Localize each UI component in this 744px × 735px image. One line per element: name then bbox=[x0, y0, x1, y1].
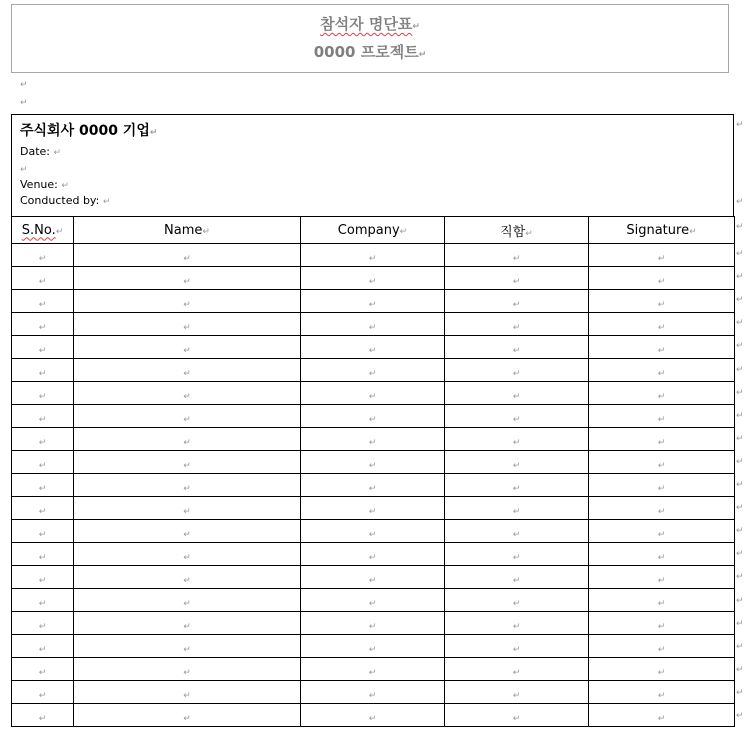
paragraph-mark: ↵ bbox=[736, 549, 744, 560]
table-cell[interactable] bbox=[589, 566, 735, 589]
column-header-label: Name bbox=[164, 222, 203, 238]
table-cell[interactable] bbox=[589, 589, 735, 612]
paragraph-mark: ↵ bbox=[38, 621, 47, 632]
table-cell[interactable] bbox=[12, 451, 74, 474]
paragraph-mark: ↵ bbox=[512, 552, 521, 563]
table-cell[interactable] bbox=[12, 543, 74, 566]
paragraph-mark: ↵ bbox=[512, 713, 521, 724]
table-cell[interactable] bbox=[74, 244, 301, 267]
paragraph-mark: ↵ bbox=[368, 460, 377, 471]
attendance-table bbox=[11, 216, 735, 727]
table-cell[interactable] bbox=[445, 428, 589, 451]
paragraph-mark: ↵ bbox=[736, 387, 744, 398]
table-header-row bbox=[12, 217, 735, 244]
paragraph-mark: ↵ bbox=[183, 598, 191, 609]
paragraph-mark: ↵ bbox=[736, 480, 744, 490]
table-cell[interactable] bbox=[301, 474, 445, 497]
table-cell[interactable] bbox=[301, 313, 445, 336]
paragraph-mark: ↵ bbox=[657, 299, 666, 310]
paragraph-mark: ↵ bbox=[183, 276, 191, 287]
blank-line bbox=[20, 162, 28, 175]
table-cell[interactable] bbox=[589, 681, 735, 704]
date-label: Date: bbox=[20, 145, 50, 158]
table-cell[interactable] bbox=[74, 612, 301, 635]
paragraph-mark: ↵ bbox=[38, 529, 47, 540]
table-cell[interactable] bbox=[74, 635, 301, 658]
table-cell[interactable] bbox=[589, 244, 735, 267]
paragraph-mark: ↵ bbox=[38, 414, 47, 425]
table-cell[interactable] bbox=[445, 359, 589, 382]
paragraph-mark: ↵ bbox=[657, 644, 666, 655]
table-cell[interactable] bbox=[12, 566, 74, 589]
paragraph-mark: ↵ bbox=[38, 598, 47, 609]
paragraph-mark: ↵ bbox=[736, 272, 744, 283]
paragraph-mark: ↵ bbox=[368, 621, 377, 632]
column-header-label: Signature bbox=[626, 222, 690, 238]
table-row bbox=[12, 474, 735, 497]
paragraph-mark: ↵ bbox=[368, 644, 377, 655]
paragraph-mark: ↵ bbox=[368, 506, 377, 517]
paragraph-mark: ↵ bbox=[657, 575, 666, 586]
paragraph-mark: ↵ bbox=[368, 414, 377, 425]
table-cell[interactable] bbox=[301, 244, 445, 267]
paragraph-mark: ↵ bbox=[183, 368, 191, 379]
conducted-label: Conducted by: bbox=[20, 194, 100, 207]
paragraph-mark: ↵ bbox=[736, 687, 744, 698]
column-header-company bbox=[301, 217, 445, 244]
table-row bbox=[12, 244, 735, 267]
paragraph-mark: ↵ bbox=[38, 506, 47, 517]
paragraph-mark: ↵ bbox=[368, 529, 377, 540]
paragraph-mark: ↵ bbox=[368, 552, 377, 563]
paragraph-mark: ↵ bbox=[183, 575, 191, 586]
paragraph-mark: ↵ bbox=[202, 226, 210, 237]
table-cell[interactable] bbox=[74, 290, 301, 313]
paragraph-mark: ↵ bbox=[736, 433, 744, 444]
table-cell[interactable] bbox=[589, 267, 735, 290]
paragraph-mark: ↵ bbox=[38, 322, 47, 333]
column-header-signature bbox=[589, 217, 735, 244]
paragraph-mark: ↵ bbox=[38, 460, 47, 471]
paragraph-mark: ↵ bbox=[20, 98, 28, 108]
paragraph-mark: ↵ bbox=[657, 414, 666, 425]
table-cell[interactable] bbox=[74, 704, 301, 727]
table-cell[interactable] bbox=[589, 543, 735, 566]
table-cell[interactable] bbox=[301, 566, 445, 589]
table-row bbox=[12, 612, 735, 635]
company-line bbox=[20, 120, 157, 140]
paragraph-mark: ↵ bbox=[657, 552, 666, 563]
table-row bbox=[12, 336, 735, 359]
table-cell[interactable] bbox=[301, 451, 445, 474]
paragraph-mark: ↵ bbox=[368, 690, 377, 701]
paragraph-mark: ↵ bbox=[689, 226, 697, 237]
paragraph-mark: ↵ bbox=[38, 391, 47, 402]
table-cell[interactable] bbox=[445, 635, 589, 658]
table-cell[interactable] bbox=[445, 451, 589, 474]
paragraph-mark: ↵ bbox=[368, 253, 377, 264]
table-cell[interactable] bbox=[589, 336, 735, 359]
table-cell[interactable] bbox=[445, 589, 589, 612]
table-cell[interactable] bbox=[589, 451, 735, 474]
paragraph-mark: ↵ bbox=[183, 299, 191, 310]
table-cell[interactable] bbox=[74, 451, 301, 474]
paragraph-mark: ↵ bbox=[657, 690, 666, 701]
paragraph-mark: ↵ bbox=[512, 437, 521, 448]
table-cell[interactable] bbox=[589, 405, 735, 428]
paragraph-mark: ↵ bbox=[736, 664, 744, 675]
paragraph-mark: ↵ bbox=[412, 22, 420, 32]
paragraph-mark: ↵ bbox=[512, 690, 521, 701]
paragraph-mark: ↵ bbox=[53, 148, 62, 158]
table-cell[interactable] bbox=[12, 244, 74, 267]
table-cell[interactable] bbox=[12, 681, 74, 704]
paragraph-mark: ↵ bbox=[657, 368, 666, 379]
paragraph-mark: ↵ bbox=[512, 621, 521, 632]
paragraph-mark: ↵ bbox=[736, 410, 744, 421]
paragraph-mark: ↵ bbox=[512, 529, 521, 540]
table-cell[interactable] bbox=[301, 681, 445, 704]
paragraph-mark: ↵ bbox=[38, 713, 47, 724]
paragraph-mark: ↵ bbox=[736, 341, 744, 352]
table-cell[interactable] bbox=[12, 658, 74, 681]
paragraph-mark: ↵ bbox=[368, 299, 377, 310]
paragraph-mark: ↵ bbox=[38, 552, 47, 563]
paragraph-mark: ↵ bbox=[38, 644, 47, 655]
paragraph-mark: ↵ bbox=[657, 276, 666, 287]
paragraph-mark: ↵ bbox=[368, 368, 377, 379]
paragraph-mark: ↵ bbox=[512, 460, 521, 471]
table-cell[interactable] bbox=[589, 359, 735, 382]
venue-line bbox=[20, 178, 69, 191]
paragraph-mark: ↵ bbox=[368, 598, 377, 609]
paragraph-mark: ↵ bbox=[736, 503, 744, 514]
paragraph-mark: ↵ bbox=[102, 197, 111, 207]
table-row bbox=[12, 359, 735, 382]
paragraph-mark: ↵ bbox=[512, 368, 521, 379]
table-cell[interactable] bbox=[301, 336, 445, 359]
paragraph-mark: ↵ bbox=[38, 483, 47, 494]
table-cell[interactable] bbox=[445, 244, 589, 267]
table-cell[interactable] bbox=[74, 589, 301, 612]
paragraph-mark: ↵ bbox=[183, 667, 191, 678]
paragraph-mark: ↵ bbox=[657, 506, 666, 517]
paragraph-mark: ↵ bbox=[183, 644, 191, 655]
table-row bbox=[12, 589, 735, 612]
table-cell[interactable] bbox=[301, 635, 445, 658]
table-cell[interactable] bbox=[12, 405, 74, 428]
column-header-label: 직함 bbox=[500, 224, 526, 240]
paragraph-mark: ↵ bbox=[736, 641, 744, 652]
paragraph-mark: ↵ bbox=[657, 322, 666, 333]
paragraph-mark: ↵ bbox=[20, 80, 28, 90]
table-row bbox=[12, 543, 735, 566]
paragraph-mark: ↵ bbox=[512, 322, 521, 333]
venue-label: Venue: bbox=[20, 178, 58, 191]
table-cell[interactable] bbox=[74, 566, 301, 589]
table-cell[interactable] bbox=[74, 267, 301, 290]
paragraph-mark: ↵ bbox=[512, 506, 521, 517]
paragraph-mark: ↵ bbox=[736, 120, 744, 130]
table-cell[interactable] bbox=[301, 359, 445, 382]
table-row bbox=[12, 658, 735, 681]
table-cell[interactable] bbox=[74, 681, 301, 704]
table-row bbox=[12, 681, 735, 704]
table-cell[interactable] bbox=[12, 497, 74, 520]
table-cell[interactable] bbox=[12, 428, 74, 451]
paragraph-mark: ↵ bbox=[368, 483, 377, 494]
table-cell[interactable] bbox=[301, 428, 445, 451]
paragraph-mark: ↵ bbox=[183, 322, 191, 333]
table-cell[interactable] bbox=[301, 658, 445, 681]
table-cell[interactable] bbox=[589, 704, 735, 727]
table-cell[interactable] bbox=[445, 543, 589, 566]
table-cell[interactable] bbox=[74, 543, 301, 566]
paragraph-mark: ↵ bbox=[736, 456, 744, 467]
paragraph-mark: ↵ bbox=[38, 299, 47, 310]
paragraph-mark: ↵ bbox=[183, 460, 191, 471]
table-cell[interactable] bbox=[445, 382, 589, 405]
paragraph-mark: ↵ bbox=[736, 595, 744, 606]
paragraph-mark: ↵ bbox=[368, 667, 377, 678]
paragraph-mark: ↵ bbox=[38, 667, 47, 678]
paragraph-mark: ↵ bbox=[418, 50, 427, 60]
table-cell[interactable] bbox=[12, 359, 74, 382]
paragraph-mark: ↵ bbox=[368, 276, 377, 287]
paragraph-mark: ↵ bbox=[38, 276, 47, 287]
column-header-title bbox=[445, 217, 589, 244]
paragraph-mark: ↵ bbox=[512, 598, 521, 609]
table-cell[interactable] bbox=[12, 612, 74, 635]
table-row bbox=[12, 290, 735, 313]
table-cell[interactable] bbox=[445, 681, 589, 704]
paragraph-mark: ↵ bbox=[38, 575, 47, 586]
paragraph-mark: ↵ bbox=[183, 391, 191, 402]
paragraph-mark: ↵ bbox=[736, 618, 744, 629]
paragraph-mark: ↵ bbox=[149, 128, 158, 138]
paragraph-mark: ↵ bbox=[657, 483, 666, 494]
table-cell[interactable] bbox=[12, 336, 74, 359]
paragraph-mark: ↵ bbox=[368, 437, 377, 448]
column-header-label: Company bbox=[337, 222, 400, 238]
table-cell[interactable] bbox=[445, 267, 589, 290]
paragraph-mark: ↵ bbox=[657, 529, 666, 540]
table-cell[interactable] bbox=[589, 313, 735, 336]
paragraph-mark: ↵ bbox=[657, 621, 666, 632]
table-cell[interactable] bbox=[589, 474, 735, 497]
column-header-sno bbox=[12, 217, 74, 244]
table-cell[interactable] bbox=[301, 382, 445, 405]
paragraph-mark: ↵ bbox=[657, 598, 666, 609]
paragraph-mark: ↵ bbox=[657, 345, 666, 356]
table-cell[interactable] bbox=[74, 359, 301, 382]
paragraph-mark: ↵ bbox=[736, 526, 744, 537]
conducted-line bbox=[20, 194, 110, 207]
table-cell[interactable] bbox=[74, 405, 301, 428]
document-title bbox=[12, 13, 728, 34]
paragraph-mark: ↵ bbox=[61, 181, 69, 191]
paragraph-mark: ↵ bbox=[183, 713, 191, 724]
paragraph-mark: ↵ bbox=[736, 249, 744, 259]
document-subtitle bbox=[12, 41, 728, 62]
table-cell[interactable] bbox=[12, 267, 74, 290]
table-cell[interactable] bbox=[589, 520, 735, 543]
table-cell[interactable] bbox=[445, 405, 589, 428]
table-cell[interactable] bbox=[12, 704, 74, 727]
paragraph-mark: ↵ bbox=[525, 228, 533, 239]
paragraph-mark: ↵ bbox=[736, 711, 744, 721]
paragraph-mark: ↵ bbox=[657, 667, 666, 678]
paragraph-mark: ↵ bbox=[38, 253, 47, 264]
table-cell[interactable] bbox=[301, 497, 445, 520]
paragraph-mark: ↵ bbox=[512, 253, 521, 264]
paragraph-mark: ↵ bbox=[512, 575, 521, 586]
paragraph-mark: ↵ bbox=[183, 552, 191, 563]
paragraph-mark: ↵ bbox=[368, 322, 377, 333]
column-header-label: S.No. bbox=[21, 222, 56, 238]
table-cell[interactable] bbox=[74, 474, 301, 497]
paragraph-mark: ↵ bbox=[183, 437, 191, 448]
paragraph-mark: ↵ bbox=[38, 345, 47, 356]
table-row bbox=[12, 704, 735, 727]
table-cell[interactable] bbox=[445, 566, 589, 589]
paragraph-mark: ↵ bbox=[736, 364, 744, 375]
paragraph-mark: ↵ bbox=[368, 575, 377, 586]
table-cell[interactable] bbox=[301, 290, 445, 313]
table-row bbox=[12, 566, 735, 589]
title-box bbox=[11, 4, 729, 73]
table-cell[interactable] bbox=[445, 474, 589, 497]
paragraph-mark: ↵ bbox=[736, 318, 744, 329]
table-cell[interactable] bbox=[589, 612, 735, 635]
paragraph-mark: ↵ bbox=[657, 437, 666, 448]
paragraph-mark: ↵ bbox=[38, 690, 47, 701]
table-cell[interactable] bbox=[445, 313, 589, 336]
paragraph-mark: ↵ bbox=[512, 391, 521, 402]
table-cell[interactable] bbox=[445, 290, 589, 313]
meeting-info bbox=[11, 114, 734, 216]
paragraph-mark: ↵ bbox=[736, 197, 744, 207]
table-row bbox=[12, 405, 735, 428]
table-cell[interactable] bbox=[12, 382, 74, 405]
paragraph-mark: ↵ bbox=[183, 253, 191, 264]
table-row bbox=[12, 497, 735, 520]
paragraph-mark: ↵ bbox=[183, 345, 191, 356]
column-header-name bbox=[74, 217, 301, 244]
paragraph-mark: ↵ bbox=[368, 713, 377, 724]
paragraph-mark: ↵ bbox=[368, 345, 377, 356]
subtitle-text: 0000 프로젝트 bbox=[313, 43, 419, 61]
table-cell[interactable] bbox=[12, 589, 74, 612]
paragraph-mark: ↵ bbox=[512, 299, 521, 310]
table-cell[interactable] bbox=[12, 520, 74, 543]
table-cell[interactable] bbox=[589, 497, 735, 520]
paragraph-mark: ↵ bbox=[512, 483, 521, 494]
paragraph-mark: ↵ bbox=[657, 460, 666, 471]
table-cell[interactable] bbox=[74, 428, 301, 451]
table-cell[interactable] bbox=[589, 290, 735, 313]
table-cell[interactable] bbox=[301, 612, 445, 635]
paragraph-mark: ↵ bbox=[657, 391, 666, 402]
table-cell[interactable] bbox=[74, 658, 301, 681]
paragraph-mark: ↵ bbox=[38, 368, 47, 379]
paragraph-mark: ↵ bbox=[399, 226, 408, 237]
paragraph-mark: ↵ bbox=[512, 414, 521, 425]
company-name: 주식회사 0000 기업 bbox=[20, 123, 150, 139]
paragraph-mark: ↵ bbox=[183, 690, 191, 701]
paragraph-mark: ↵ bbox=[512, 276, 521, 287]
table-cell[interactable] bbox=[301, 520, 445, 543]
table-cell[interactable] bbox=[445, 658, 589, 681]
table-cell[interactable] bbox=[74, 336, 301, 359]
table-body bbox=[12, 244, 735, 727]
table-cell[interactable] bbox=[589, 635, 735, 658]
table-cell[interactable] bbox=[445, 336, 589, 359]
title-text: 참석자 명단표 bbox=[320, 15, 413, 33]
table-row bbox=[12, 520, 735, 543]
table-cell[interactable] bbox=[74, 497, 301, 520]
table-row bbox=[12, 267, 735, 290]
paragraph-mark: ↵ bbox=[183, 506, 191, 517]
table-cell[interactable] bbox=[12, 474, 74, 497]
table-cell[interactable] bbox=[589, 382, 735, 405]
paragraph-mark: ↵ bbox=[38, 437, 47, 448]
paragraph-mark: ↵ bbox=[55, 226, 64, 237]
paragraph-mark: ↵ bbox=[512, 345, 521, 356]
table-cell[interactable] bbox=[301, 267, 445, 290]
table-cell[interactable] bbox=[301, 405, 445, 428]
paragraph-mark: ↵ bbox=[736, 572, 744, 583]
table-cell[interactable] bbox=[74, 520, 301, 543]
paragraph-mark: ↵ bbox=[736, 295, 744, 306]
table-cell[interactable] bbox=[74, 382, 301, 405]
table-cell[interactable] bbox=[74, 313, 301, 336]
paragraph-mark: ↵ bbox=[183, 621, 191, 632]
table-cell[interactable] bbox=[445, 497, 589, 520]
table-cell[interactable] bbox=[12, 313, 74, 336]
date-line bbox=[20, 145, 61, 158]
table-row bbox=[12, 428, 735, 451]
paragraph-mark: ↵ bbox=[20, 165, 28, 175]
paragraph-mark: ↵ bbox=[657, 713, 666, 724]
paragraph-mark: ↵ bbox=[183, 529, 191, 540]
table-cell[interactable] bbox=[301, 704, 445, 727]
table-cell[interactable] bbox=[589, 658, 735, 681]
table-cell[interactable] bbox=[445, 612, 589, 635]
table-cell[interactable] bbox=[301, 589, 445, 612]
table-row bbox=[12, 451, 735, 474]
paragraph-mark: ↵ bbox=[183, 414, 191, 425]
table-cell[interactable] bbox=[12, 635, 74, 658]
table-cell[interactable] bbox=[12, 290, 74, 313]
paragraph-mark: ↵ bbox=[736, 222, 744, 232]
paragraph-mark: ↵ bbox=[512, 644, 521, 655]
table-row bbox=[12, 382, 735, 405]
table-row bbox=[12, 313, 735, 336]
paragraph-mark: ↵ bbox=[368, 391, 377, 402]
table-cell[interactable] bbox=[589, 428, 735, 451]
paragraph-mark: ↵ bbox=[512, 667, 521, 678]
paragraph-mark: ↵ bbox=[183, 483, 191, 494]
table-cell[interactable] bbox=[445, 704, 589, 727]
paragraph-mark: ↵ bbox=[657, 253, 666, 264]
table-row bbox=[12, 635, 735, 658]
table-cell[interactable] bbox=[301, 543, 445, 566]
table-cell[interactable] bbox=[445, 520, 589, 543]
